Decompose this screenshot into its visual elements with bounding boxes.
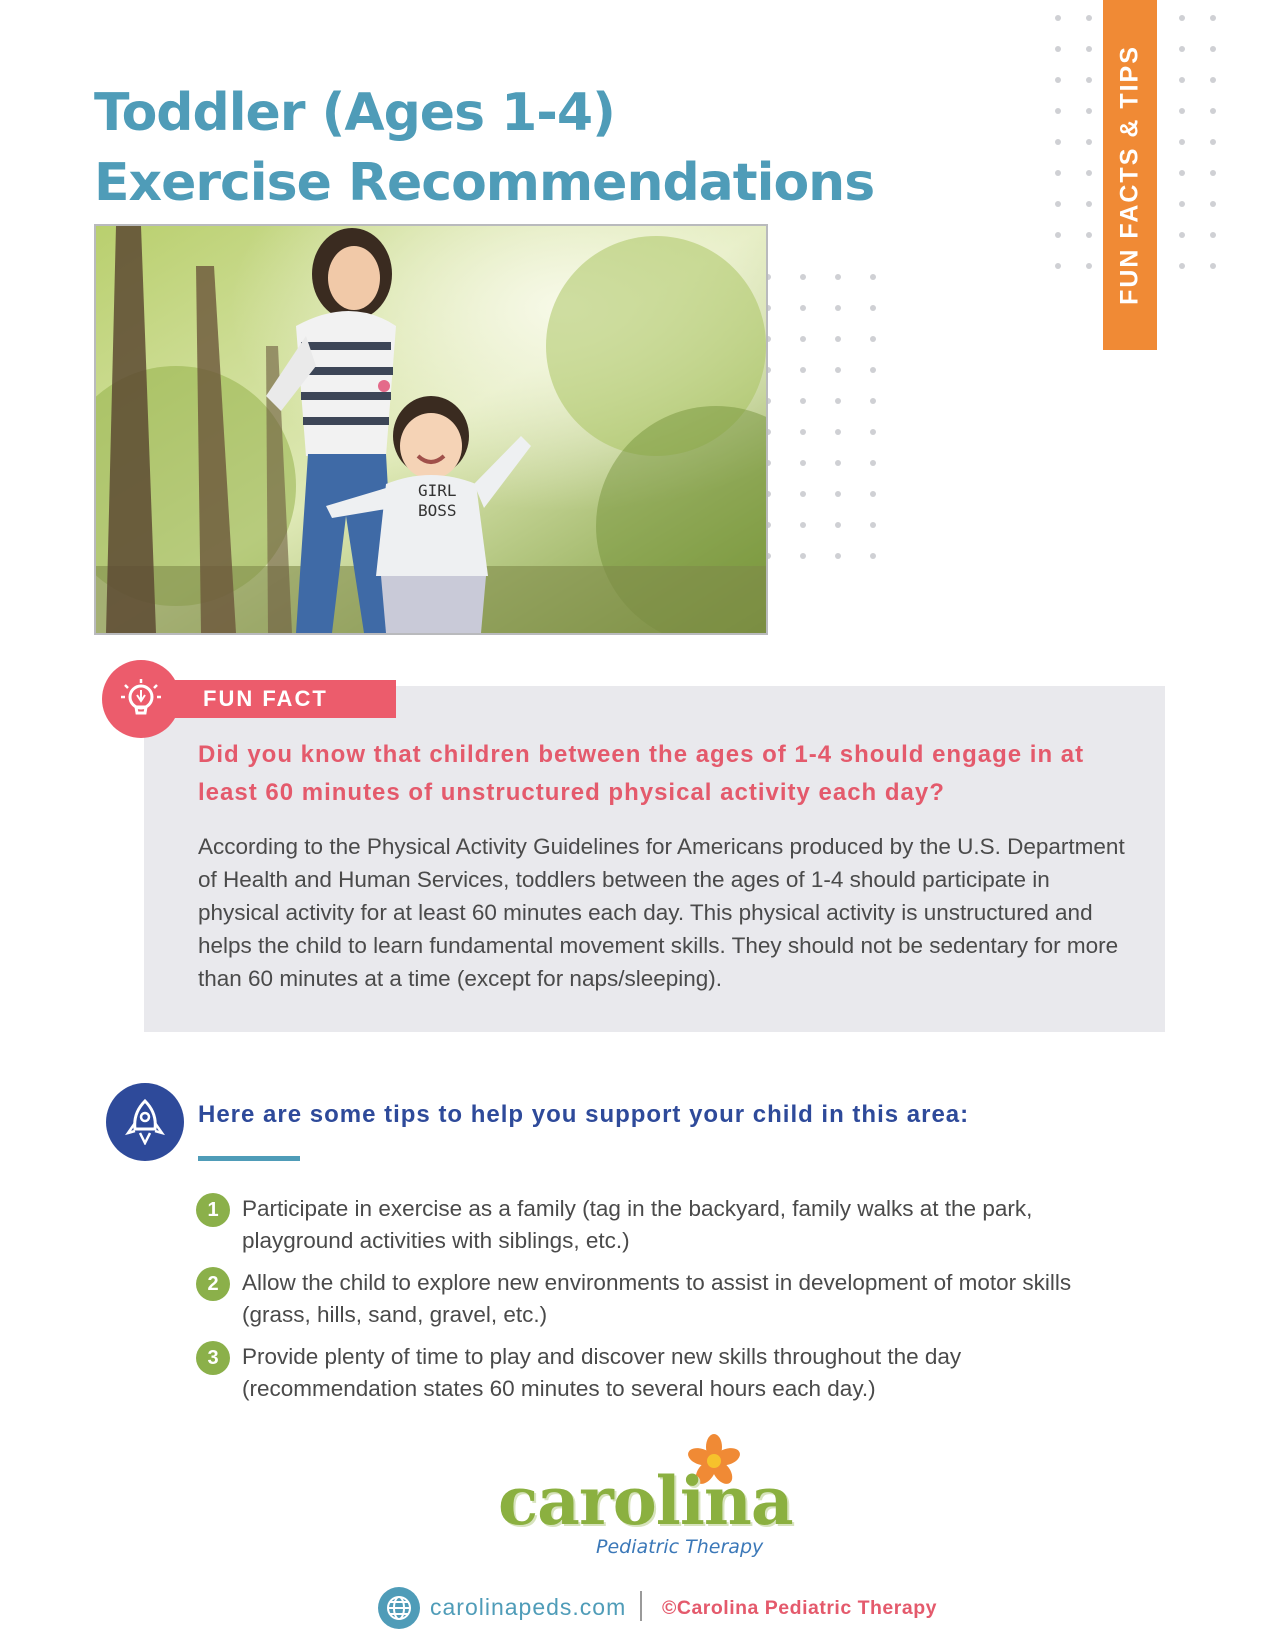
- decorative-dot: [870, 336, 876, 342]
- decorative-dot: [1055, 46, 1061, 52]
- decorative-dot: [835, 522, 841, 528]
- decorative-dot: [1210, 15, 1216, 21]
- decorative-dot: [1210, 139, 1216, 145]
- decorative-dot: [1179, 46, 1185, 52]
- decorative-dot: [835, 553, 841, 559]
- shirt-text-line-1: GIRL: [418, 481, 457, 500]
- tip-text: Provide plenty of time to play and discover new skills throughout the day (recommendation states 60 minutes to several hours each day.): [242, 1344, 962, 1401]
- decorative-dot: [870, 429, 876, 435]
- decorative-dot: [1086, 108, 1092, 114]
- fun-fact-label: FUN FACT: [203, 686, 328, 711]
- title-line-1: Toddler (Ages 1-4): [94, 83, 615, 143]
- decorative-dot: [1210, 77, 1216, 83]
- website-link[interactable]: carolinapeds.com: [430, 1594, 627, 1620]
- decorative-dot: [870, 274, 876, 280]
- decorative-dot: [870, 460, 876, 466]
- copyright-notice: ©Carolina Pediatric Therapy: [662, 1597, 937, 1619]
- decorative-dot: [1086, 77, 1092, 83]
- decorative-dot: [1055, 77, 1061, 83]
- carolina-pediatric-therapy-logo: [490, 1455, 793, 1565]
- decorative-dot: [800, 305, 806, 311]
- decorative-dot: [1210, 108, 1216, 114]
- tip-number-badge: 2: [196, 1267, 230, 1301]
- decorative-dot: [1086, 232, 1092, 238]
- shirt-text-line-2: BOSS: [418, 501, 457, 520]
- globe-icon: [378, 1587, 420, 1629]
- decorative-dot: [1179, 77, 1185, 83]
- decorative-dot: [1179, 170, 1185, 176]
- tip-text: Allow the child to explore new environments to assist in development of motor skills (grass, hills, sand, gravel, etc.): [242, 1270, 1072, 1327]
- decorative-dot: [800, 491, 806, 497]
- lightbulb-icon: [102, 660, 180, 738]
- decorative-dot: [1210, 46, 1216, 52]
- decorative-dot: [1210, 232, 1216, 238]
- footer-divider: [640, 1591, 642, 1621]
- decorative-dot: [800, 367, 806, 373]
- decorative-dot: [835, 429, 841, 435]
- hero-photo: [94, 224, 768, 635]
- decorative-dot: [800, 553, 806, 559]
- decorative-dot: [1055, 15, 1061, 21]
- decorative-dot: [1086, 139, 1092, 145]
- decorative-dot: [1055, 232, 1061, 238]
- decorative-dot: [800, 274, 806, 280]
- decorative-dot: [870, 522, 876, 528]
- tip-number-badge: 1: [196, 1193, 230, 1227]
- decorative-dot: [1179, 263, 1185, 269]
- decorative-dot: [1055, 201, 1061, 207]
- decorative-dot: [1086, 263, 1092, 269]
- logo-subtitle: Pediatric Therapy: [596, 1536, 764, 1558]
- decorative-dot: [1179, 108, 1185, 114]
- decorative-dot: [1210, 201, 1216, 207]
- decorative-dot: [800, 336, 806, 342]
- decorative-dot: [835, 336, 841, 342]
- decorative-dot: [1086, 170, 1092, 176]
- tips-heading: Here are some tips to help you support your child in this area:: [198, 1101, 970, 1128]
- decorative-dot: [1086, 46, 1092, 52]
- decorative-dot: [800, 522, 806, 528]
- decorative-dot: [1179, 201, 1185, 207]
- decorative-dot: [835, 491, 841, 497]
- decorative-dot: [1179, 15, 1185, 21]
- decorative-dot: [870, 398, 876, 404]
- decorative-dot: [835, 367, 841, 373]
- decorative-dot: [1210, 263, 1216, 269]
- decorative-dot: [1210, 170, 1216, 176]
- decorative-dot: [1179, 232, 1185, 238]
- decorative-dot: [800, 429, 806, 435]
- decorative-dot: [870, 491, 876, 497]
- tip-number-badge: 3: [196, 1341, 230, 1375]
- page-title: [94, 78, 874, 218]
- decorative-dot: [1086, 15, 1092, 21]
- decorative-dot: [1055, 170, 1061, 176]
- decorative-dot: [1179, 139, 1185, 145]
- decorative-dot: [835, 460, 841, 466]
- decorative-dot: [870, 305, 876, 311]
- mother-and-toddler-photo: [96, 226, 766, 633]
- decorative-dot: [1055, 139, 1061, 145]
- decorative-dot: [800, 398, 806, 404]
- decorative-dot: [835, 398, 841, 404]
- decorative-dot: [1055, 108, 1061, 114]
- decorative-dot: [870, 367, 876, 373]
- tip-text: Participate in exercise as a family (tag in the backyard, family walks at the park, playground activities with siblings, etc.): [242, 1196, 1033, 1253]
- rocket-icon: [106, 1083, 184, 1161]
- decorative-dot: [835, 305, 841, 311]
- fun-fact-body: According to the Physical Activity Guidelines for Americans produced by the U.S. Department of Health and Human Services, toddlers between the ages of 1-4 should participate in physical activity for at least 60 minutes each day. This physical activity is unstructured and helps the child to learn fundamental movement skills. They should not be sedentary for more than 60 minutes at a time (except for naps/sleeping).: [198, 834, 1125, 991]
- fun-fact-question: Did you know that children between the ages of 1-4 should engage in at least 60 minutes of unstructured physical activity each day?: [198, 741, 1085, 806]
- decorative-dot: [1055, 263, 1061, 269]
- side-tab-label: FUN FACTS & TIPS: [1115, 45, 1144, 305]
- decorative-dot: [800, 460, 806, 466]
- decorative-dot: [1086, 201, 1092, 207]
- logo-wordmark: carolina: [498, 1462, 793, 1540]
- title-line-2: Exercise Recommendations: [94, 153, 875, 213]
- decorative-dot: [835, 274, 841, 280]
- tips-divider: [198, 1156, 300, 1161]
- decorative-dot: [870, 553, 876, 559]
